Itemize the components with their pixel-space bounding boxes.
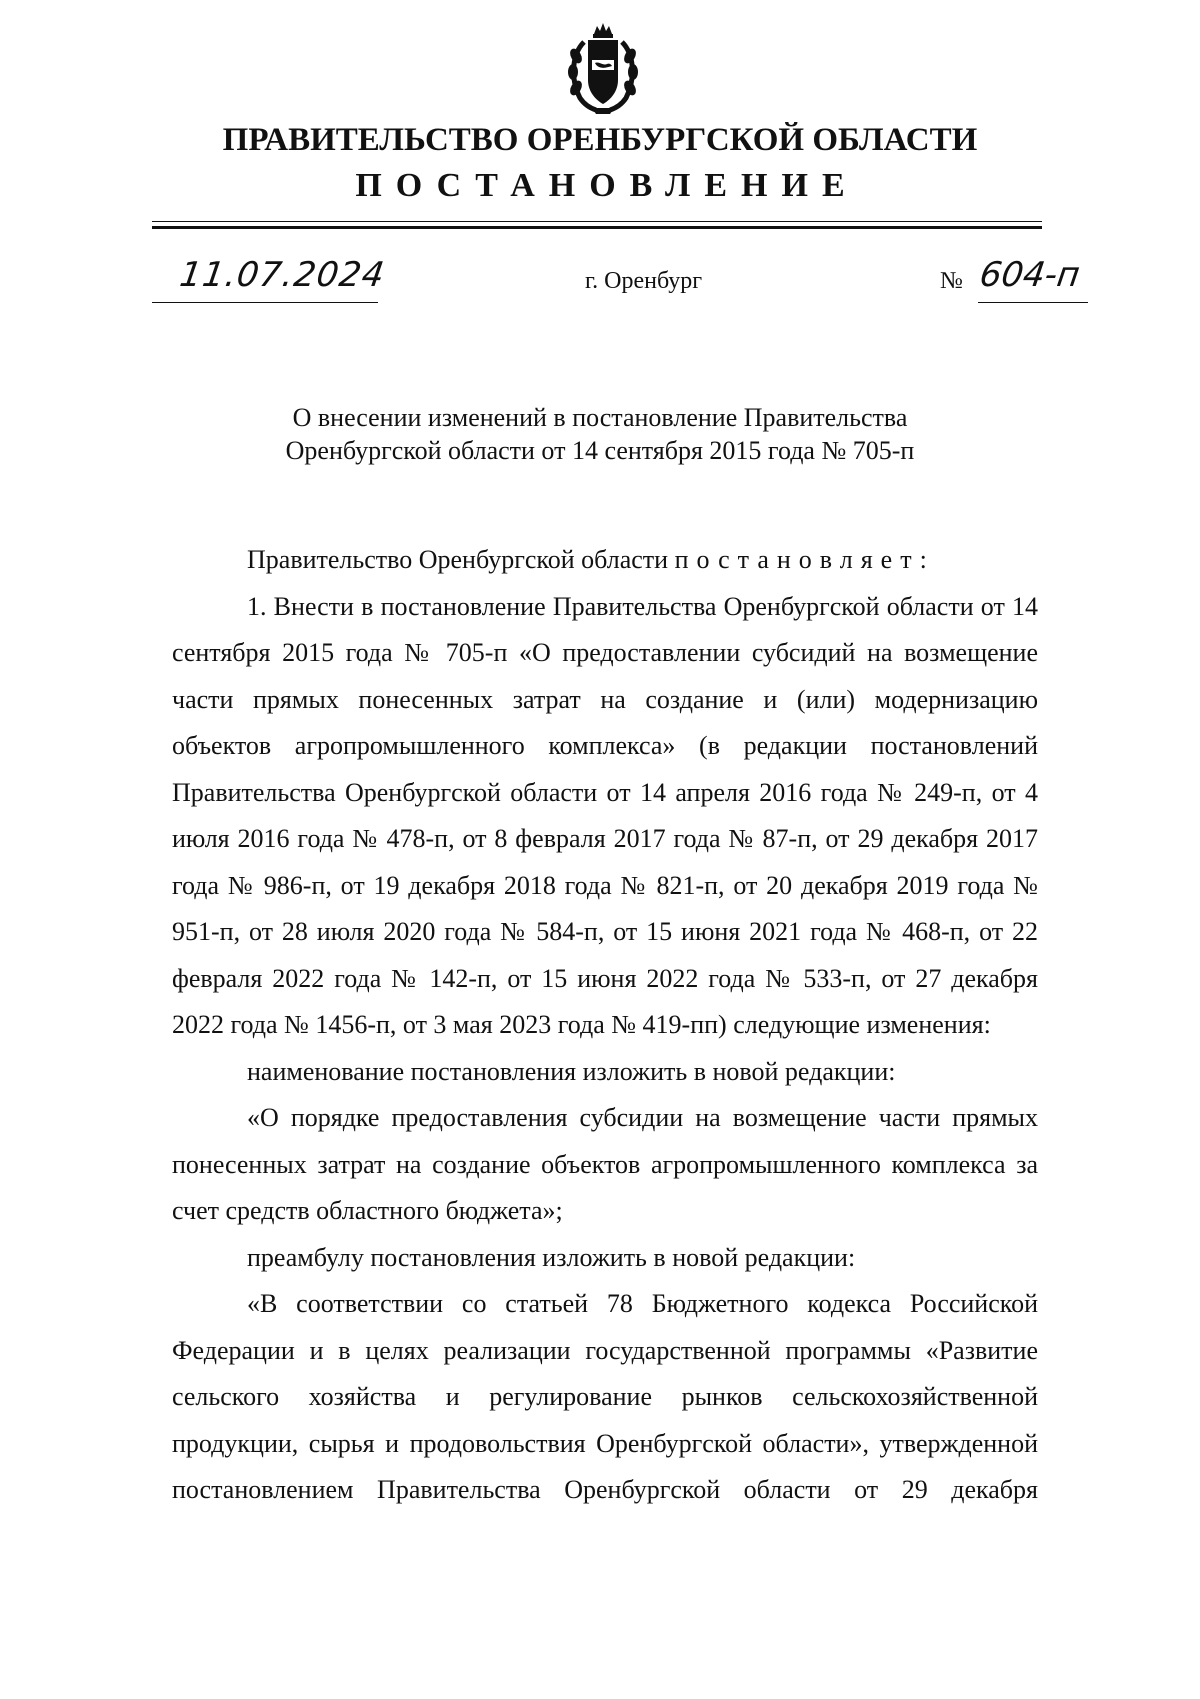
subject-line-2: Оренбургской области от 14 сентября 2015 года № 705-п — [285, 436, 915, 465]
preamble-verb: постановляет — [674, 545, 920, 574]
header-rule-thick — [152, 226, 1042, 229]
document-number: 604-п — [977, 255, 1083, 295]
preamble — [172, 537, 1038, 584]
document-subject — [200, 401, 1000, 467]
header-rule — [152, 221, 1042, 222]
coat-of-arms-icon — [566, 20, 640, 116]
number-underline — [978, 302, 1088, 303]
preamble-text: Правительство Оренбургской области — [247, 545, 675, 574]
number-prefix: № — [940, 268, 963, 294]
paragraph-2: наименование постановления изложить в новой редакции: — [247, 1056, 896, 1086]
paragraph-4: преамбулу постановления изложить в новой редакции: — [247, 1242, 856, 1272]
paragraph-3: «О порядке предоставления субсидии на возмещение части прямых понесенных затрат на создание объектов агропромышленного комплекса за счет средств областного бюджета»; — [172, 1103, 1038, 1225]
preamble-colon: : — [919, 545, 927, 574]
date-underline — [152, 302, 378, 303]
document-type: ПОСТАНОВЛЕНИЕ — [355, 167, 859, 204]
document-body — [172, 537, 1038, 1514]
subject-line-1: О внесении изменений в постановление Правительства — [292, 403, 908, 432]
document-date: 11.07.2024 — [177, 255, 388, 295]
document-city: г. Оренбург — [585, 268, 703, 294]
organization-title: ПРАВИТЕЛЬСТВО ОРЕНБУРГСКОЙ ОБЛАСТИ — [222, 122, 978, 158]
paragraph-5: «В соответствии со статьей 78 Бюджетного кодекса Российской Федерации и в целях реализации государственной программы «Развитие сельского хозяйства и регулирование рынков сельскохозяйственной продукции, сырья и продовольствия Оренбургской области», утвержденной постановлением Правительства Оренбургской области от 29 декабря — [172, 1289, 1038, 1504]
paragraph-1: 1. Внести в постановление Правительства Оренбургской области от 14 сентября 2015 года № 705-п «О предоставлении субсидий на возмещение части прямых понесенных затрат на создание и (или) модернизацию объектов агропромышленного комплекса» (в редакции постановлений Правительства Оренбургской области от 14 апреля 2016 года № 249-п, от 4 июля 2016 года № 478-п, от 8 февраля 2017 года № 87-п, от 29 декабря 2017 года № 986-п, от 19 декабря 2018 года № 821-п, от 20 декабря 2019 года № 951-п, от 28 июля 2020 года № 584-п, от 15 июня 2021 года № 468-п, от 22 февраля 2022 года № 142-п, от 15 июня 2022 года № 533-п, от 27 декабря 2022 года № 1456-п, от 3 мая 2023 года № 419-пп) следующие изменения: — [172, 591, 1038, 1039]
